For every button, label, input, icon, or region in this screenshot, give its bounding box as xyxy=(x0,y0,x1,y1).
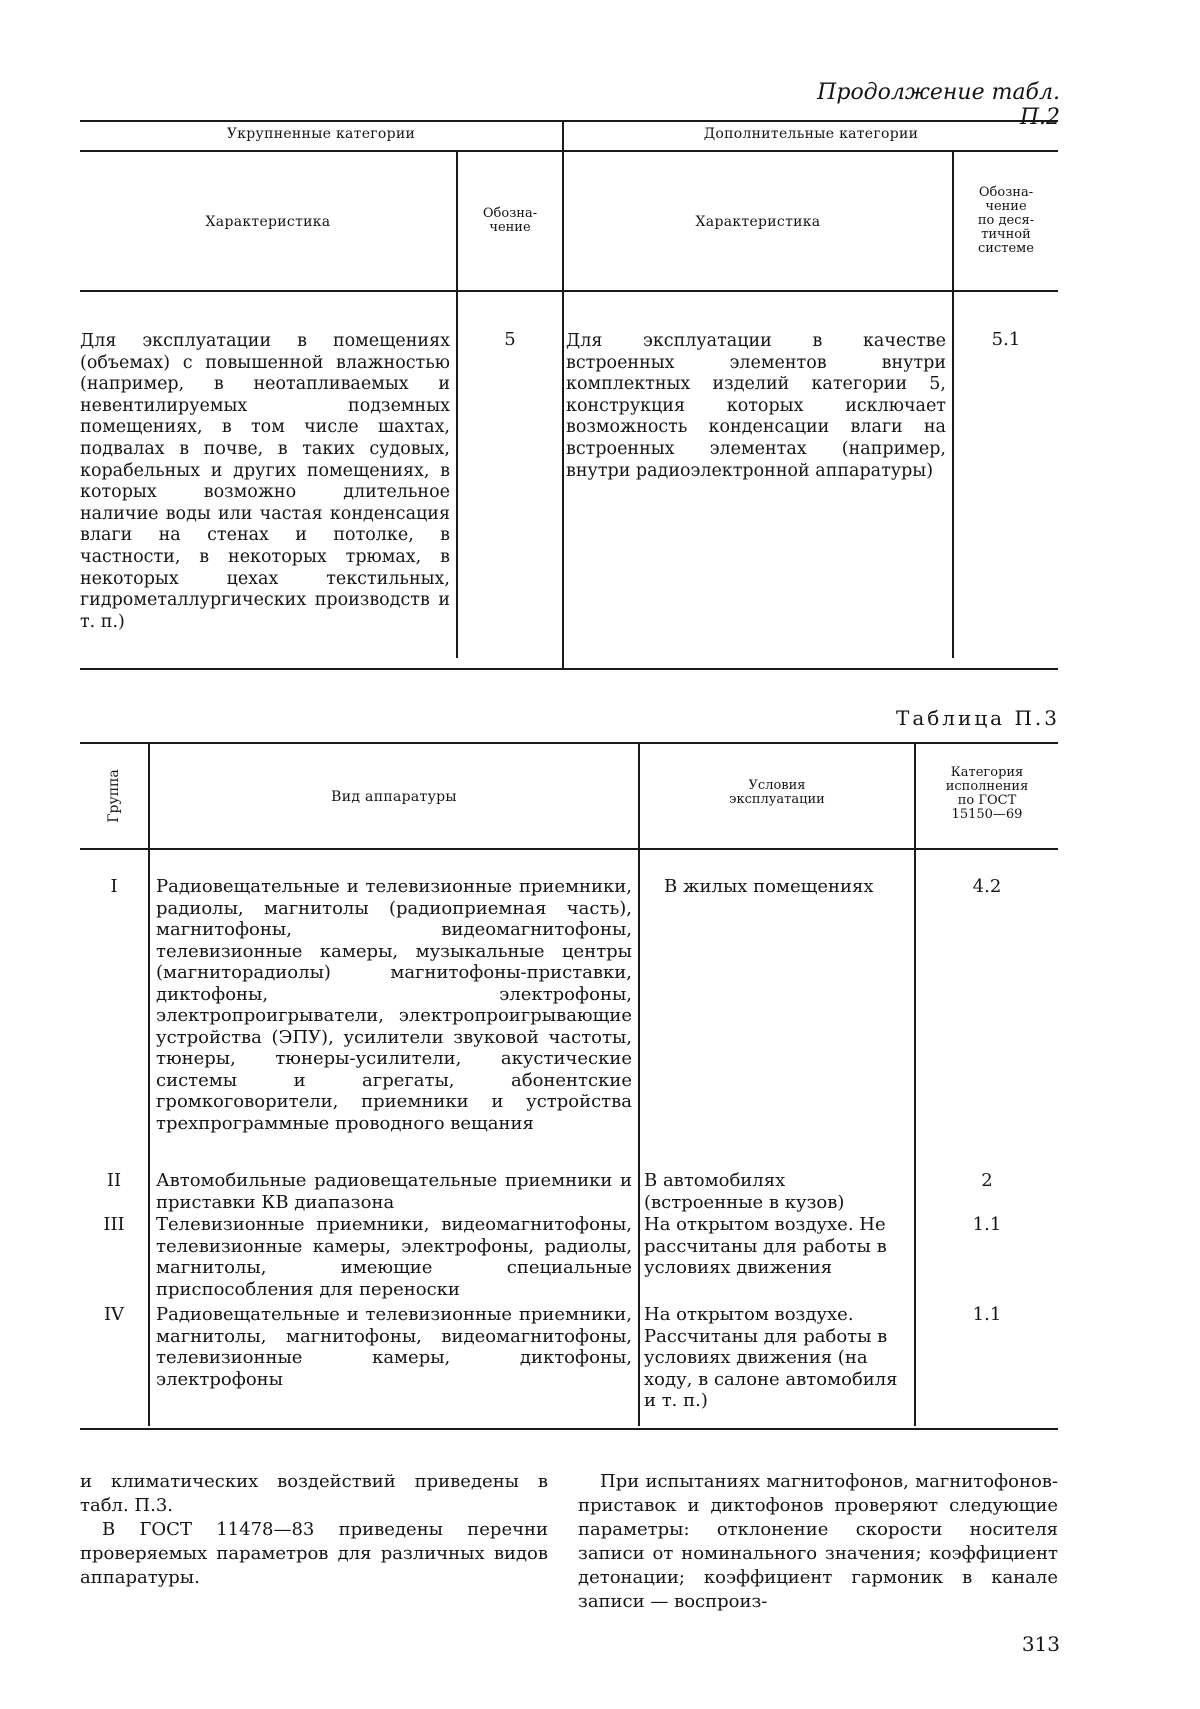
col-header-operating-conditions: Условия эксплуатации xyxy=(729,778,825,807)
row-category: 2 xyxy=(981,1170,993,1191)
group-header-additional: Дополнительные категории xyxy=(703,126,919,142)
col-header-gost-category: Категория исполнения по ГОСТ 15150—69 xyxy=(945,765,1029,822)
row-group: I xyxy=(110,876,118,897)
row-conditions: В жилых помещениях xyxy=(664,876,874,897)
paragraph: В ГОСТ 11478—83 приведены перечни проверяемых параметров для различных видов аппаратуры. xyxy=(80,1519,548,1588)
paragraph: При испытаниях магнитофонов, магнитофонов-приставок и диктофонов проверяют следующие параметры: отклонение скорости носителя записи от номинального значения; коэффициент детонации; коэффициент гармоник в канале записи — воспроиз- xyxy=(578,1471,1058,1612)
row-group: IV xyxy=(103,1304,125,1325)
body-text-left-column xyxy=(80,1470,548,1590)
row-category: 4.2 xyxy=(972,876,1002,897)
table-p3-caption: Таблица П.3 xyxy=(895,706,1060,730)
row-category: 1.1 xyxy=(972,1304,1002,1325)
col-header-group: Группа xyxy=(106,769,122,823)
p2-right-characteristic: Для эксплуатации в качестве встроенных элементов внутри комплектных изделий категории 5, конструкция которых исключает возможность конденсации влаги на встроенных элементах (например, внутри радиоэлектронной аппаратуры) xyxy=(566,331,946,481)
row-conditions: На открытом воздухе. Рассчитаны для работы в условиях движения (на ходу, в салоне автомобиля и т. п.) xyxy=(644,1304,898,1411)
row-group: III xyxy=(103,1214,125,1235)
row-conditions: В автомобилях (встроенные в кузов) xyxy=(644,1170,845,1213)
continuation-label: Продолжение табл. П.2 xyxy=(817,80,1060,130)
p2-left-designation: 5 xyxy=(504,329,516,350)
col-header-equipment-kind: Вид аппаратуры xyxy=(331,789,457,805)
p2-left-characteristic: Для эксплуатации в помещениях (объемах) с повышенной влажностью (например, в неотапливаемых и невентилируемых подземных помещениях, в том числе шахтах, подвалах в почве, в таких судовых, корабельных и других помещениях, в которых возможно длительное наличие воды или частая конденсация влаги на стенах и потолке, в частности, в некоторых трюмах, в некоторых цехах текстильных, гидрометаллургических производств и т. п.) xyxy=(80,331,450,632)
row-equipment-kind: Радиовещательные и телевизионные приемники, магнитолы, магнитофоны, видеомагнитофоны, телевизионные камеры, диктофоны, электрофоны xyxy=(156,1304,632,1390)
row-group: II xyxy=(106,1170,122,1191)
row-equipment-kind: Телевизионные приемники, видеомагнитофоны, телевизионные камеры, электрофоны, радиолы, магнитолы, имеющие специальные приспособления для переноски xyxy=(156,1214,632,1300)
row-equipment-kind: Автомобильные радиовещательные приемники и приставки КВ диапазона xyxy=(156,1170,632,1213)
col-header-designation-decimal: Обозна- чение по деся- тичной системе xyxy=(977,185,1035,256)
row-equipment-kind: Радиовещательные и телевизионные приемники, радиолы, магнитолы (радиоприемная часть), магнитофоны, видеомагнитофоны, телевизионные камеры, музыкальные центры (магниторадиолы) магнитофоны-приставки, диктофоны, электрофоны, электропроигрыватели, электропроигрывающие устройства (ЭПУ), усилители звуковой частоты, тюнеры, тюнеры-усилители, акустические системы и агрегаты, абонентские громкоговорители, приемники и устройства трехпрограммные проводного вещания xyxy=(156,876,632,1134)
row-conditions: На открытом воздухе. Не рассчитаны для работы в условиях движения xyxy=(644,1214,887,1278)
body-text-right-column xyxy=(578,1470,1058,1614)
p2-right-designation: 5.1 xyxy=(991,329,1021,350)
col-header-characteristic-left: Характеристика xyxy=(205,214,331,230)
group-header-main: Укрупненные категории xyxy=(226,126,416,142)
paragraph: и климатических воздействий приведены в табл. П.3. xyxy=(80,1471,548,1516)
page-number: 313 xyxy=(1021,1632,1060,1656)
row-category: 1.1 xyxy=(972,1214,1002,1235)
col-header-characteristic-right: Характеристика xyxy=(695,214,821,230)
col-header-designation-left: Обозна- чение xyxy=(482,206,538,235)
